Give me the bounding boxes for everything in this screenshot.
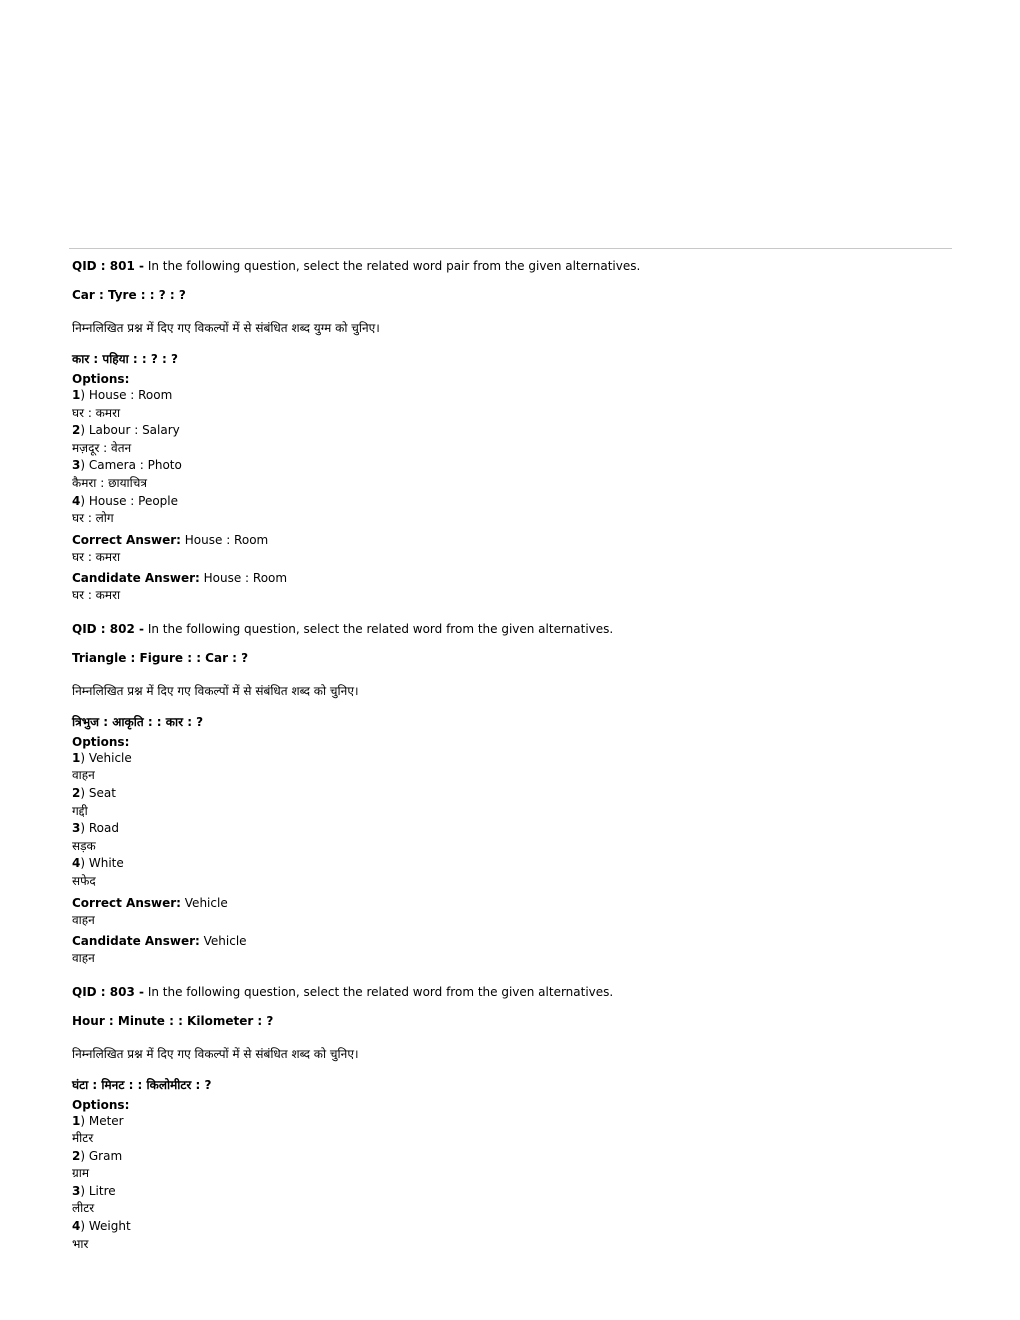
instruction-hi: निम्नलिखित प्रश्न में दिए गए विकल्पों में से संबंधित शब्द को चुनिए। xyxy=(72,1046,359,1061)
question-header xyxy=(72,984,952,1001)
question-list xyxy=(72,258,952,1270)
option-text-hi: वाहन xyxy=(72,768,95,783)
option-en xyxy=(72,750,952,768)
option-en xyxy=(72,493,952,511)
option-en xyxy=(72,387,952,405)
option-en xyxy=(72,785,952,803)
option-text-en: ) Vehicle xyxy=(80,750,132,765)
option-number: 4 xyxy=(72,1219,81,1234)
options-list xyxy=(72,750,952,891)
answers xyxy=(72,895,952,967)
option-number: 3 xyxy=(72,821,81,836)
option-text-hi: ग्राम xyxy=(72,1166,90,1181)
options-list xyxy=(72,387,952,528)
option-text-en: ) Road xyxy=(80,821,119,836)
correct-answer-en: House : Room xyxy=(180,532,269,547)
qid-label: QID : 803 - xyxy=(72,984,144,999)
question-text-en: Car : Tyre : : ? : ? xyxy=(72,288,186,302)
option-en xyxy=(72,1148,952,1166)
candidate-answer-en: House : Room xyxy=(199,570,288,585)
question-header xyxy=(72,621,952,638)
question-text-hi: कार : पहिया : : ? : ? xyxy=(72,352,178,366)
question-text-hi: घंटा : मिनट : : किलोमीटर : ? xyxy=(72,1077,212,1092)
qid-label: QID : 801 - xyxy=(72,259,144,273)
options-label: Options: xyxy=(72,372,130,386)
option-number: 3 xyxy=(72,458,81,473)
question-header xyxy=(72,258,952,275)
correct-answer-label: Correct Answer: xyxy=(72,532,181,547)
question-text-en: Triangle : Figure : : Car : ? xyxy=(72,650,249,665)
option-text-en: ) Weight xyxy=(80,1219,131,1234)
correct-answer xyxy=(72,895,952,912)
correct-answer xyxy=(72,532,952,549)
option-text-en: ) Seat xyxy=(80,785,116,800)
candidate-answer-en: Vehicle xyxy=(199,933,247,948)
instruction-hi: निम्नलिखित प्रश्न में दिए गए विकल्पों में से संबंधित शब्द युग्म को चुनिए। xyxy=(72,321,380,335)
option-number: 2 xyxy=(72,785,81,800)
options-list xyxy=(72,1113,952,1254)
option-number: 2 xyxy=(72,423,81,438)
option-number: 4 xyxy=(72,493,81,508)
correct-answer-label: Correct Answer: xyxy=(72,895,181,910)
option-text-hi: सफेद xyxy=(72,873,96,888)
top-divider xyxy=(69,248,952,249)
option-en xyxy=(72,422,952,440)
candidate-answer-label: Candidate Answer: xyxy=(72,933,200,948)
option-text-hi: घर : कमरा xyxy=(72,405,121,420)
option-en xyxy=(72,1218,952,1236)
option-text-hi: गद्दी xyxy=(72,803,88,818)
option-text-hi: मज़दूर : वेतन xyxy=(72,440,132,455)
option-number: 2 xyxy=(72,1148,81,1163)
instruction-hi: निम्नलिखित प्रश्न में दिए गए विकल्पों में से संबंधित शब्द को चुनिए। xyxy=(72,683,359,698)
candidate-answer xyxy=(72,570,952,587)
option-text-en: ) White xyxy=(80,856,124,871)
option-number: 1 xyxy=(72,750,81,765)
option-en xyxy=(72,457,952,475)
option-number: 4 xyxy=(72,856,81,871)
option-number: 1 xyxy=(72,388,81,402)
question-802 xyxy=(72,621,952,967)
option-text-en: ) House : People xyxy=(80,493,178,508)
candidate-answer-label: Candidate Answer: xyxy=(72,570,200,585)
correct-answer-hi: घर : कमरा xyxy=(72,549,121,564)
option-text-hi: भार xyxy=(72,1236,89,1251)
candidate-answer-hi: घर : कमरा xyxy=(72,587,121,602)
instruction-en: In the following question, select the related word from the given alternatives. xyxy=(147,984,614,999)
correct-answer-en: Vehicle xyxy=(180,895,228,910)
option-en xyxy=(72,1183,952,1201)
option-text-en: ) Gram xyxy=(80,1148,123,1163)
option-text-en: ) House : Room xyxy=(80,388,173,402)
option-text-en: ) Litre xyxy=(80,1183,116,1198)
candidate-answer xyxy=(72,933,952,950)
option-text-hi: सड़क xyxy=(72,838,96,853)
answers xyxy=(72,532,952,604)
option-text-hi: मीटर xyxy=(72,1131,94,1146)
question-text-en: Hour : Minute : : Kilometer : ? xyxy=(72,1013,274,1028)
option-en xyxy=(72,855,952,873)
option-number: 3 xyxy=(72,1183,81,1198)
candidate-answer-hi: वाहन xyxy=(72,950,95,965)
option-number: 1 xyxy=(72,1113,81,1128)
option-text-hi: कैमरा : छायाचित्र xyxy=(72,475,148,490)
instruction-en: In the following question, select the related word from the given alternatives. xyxy=(147,621,614,636)
option-en xyxy=(72,1113,952,1131)
instruction-en: In the following question, select the related word pair from the given alternatives. xyxy=(147,259,641,273)
option-text-hi: लीटर xyxy=(72,1201,95,1216)
question-text-hi: त्रिभुज : आकृति : : कार : ? xyxy=(72,714,204,729)
option-en xyxy=(72,820,952,838)
option-text-hi: घर : लोग xyxy=(72,511,114,526)
option-text-en: ) Camera : Photo xyxy=(80,458,182,473)
question-803 xyxy=(72,984,952,1254)
qid-label: QID : 802 - xyxy=(72,621,144,636)
options-label: Options: xyxy=(72,734,130,749)
option-text-en: ) Meter xyxy=(80,1113,124,1128)
question-801 xyxy=(72,258,952,604)
option-text-en: ) Labour : Salary xyxy=(80,423,180,438)
options-label: Options: xyxy=(72,1097,130,1112)
correct-answer-hi: वाहन xyxy=(72,912,95,927)
